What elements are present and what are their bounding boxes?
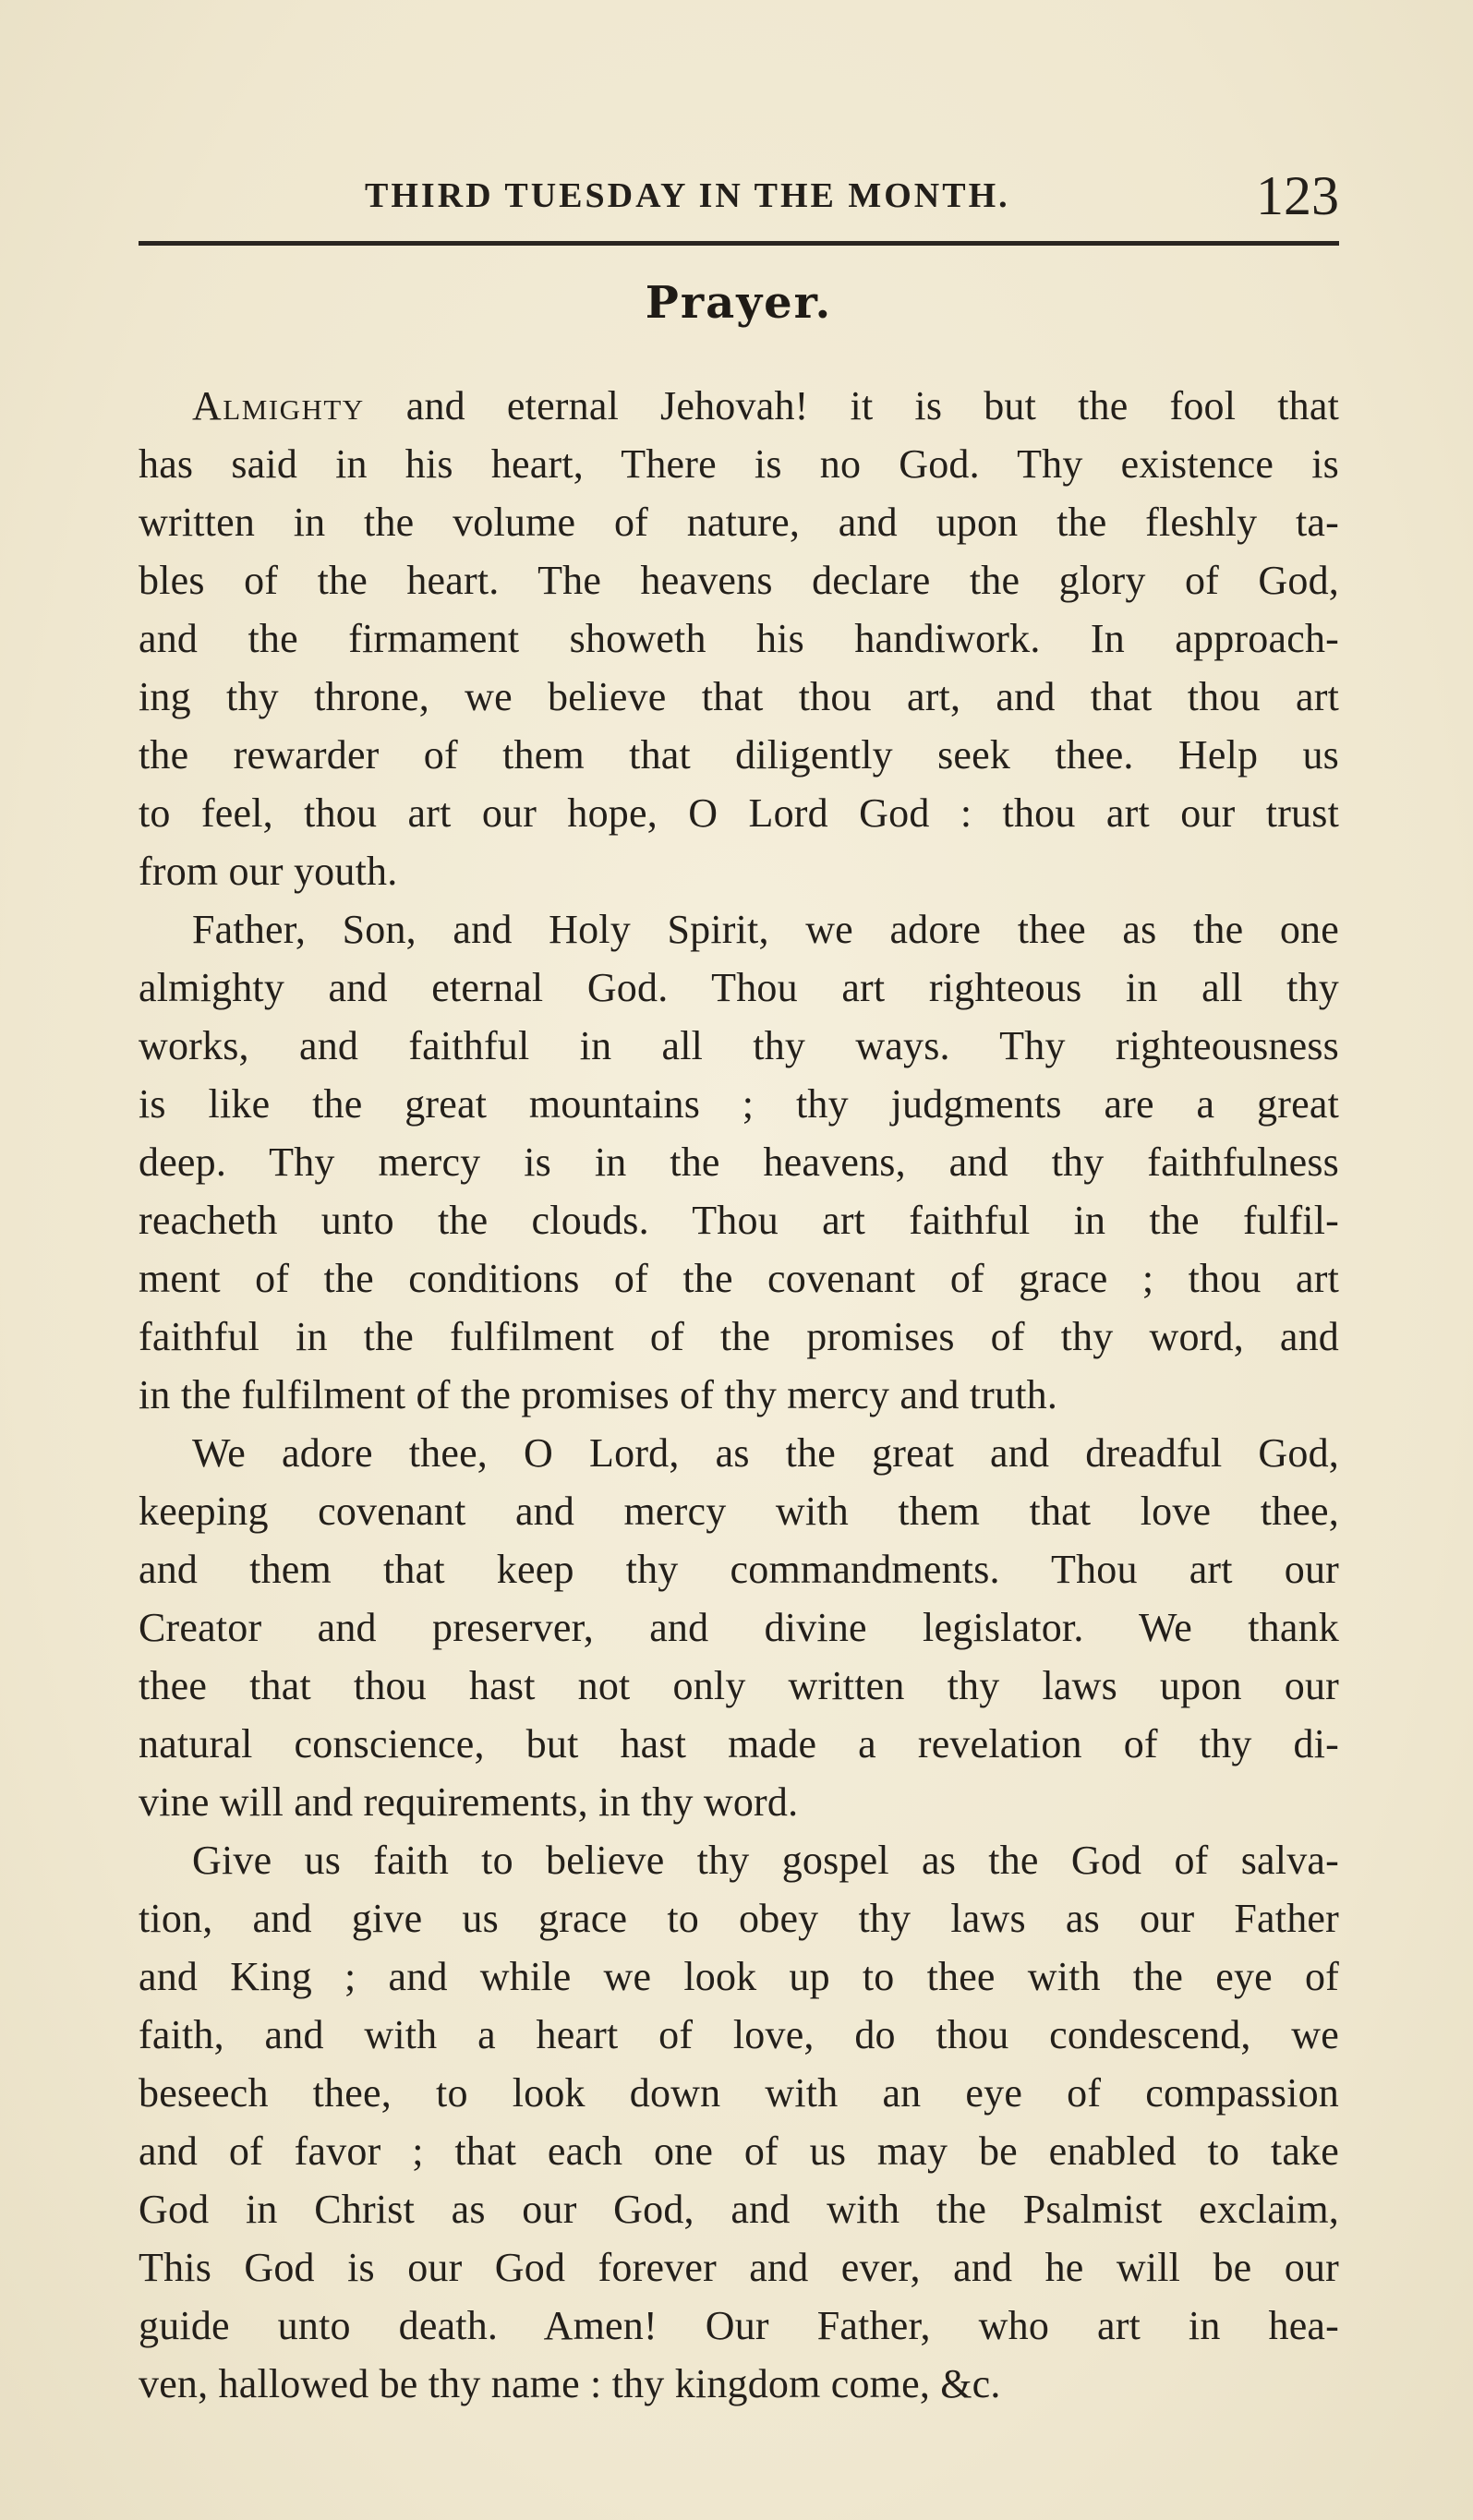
opening-word: Almighty [192, 383, 365, 428]
text-line: is like the great mountains ; thy judgments are a great [139, 1081, 1339, 1127]
text-line: works, and faithful in all thy ways. Thy righteousness [139, 1023, 1339, 1068]
text-line: from our youth. [139, 849, 398, 894]
text-line: faith, and with a heart of love, do thou condescend, we [139, 2012, 1339, 2057]
text-line: ing thy throne, we believe that thou art, and that thou art [139, 674, 1339, 719]
header-rule [139, 241, 1339, 246]
prayer-text [139, 377, 1339, 2413]
text-line: ven, hallowed be thy name : thy kingdom come, &c. [139, 2361, 1001, 2406]
text-line: and King ; and while we look up to thee with the eye of [139, 1954, 1339, 1999]
running-title: THIRD TUESDAY IN THE MONTH. [365, 176, 1010, 215]
text-line: Father, Son, and Holy Spirit, we adore thee as the one [192, 907, 1339, 952]
text-line: This God is our God forever and ever, and he will be our [139, 2245, 1339, 2290]
text-line: and them that keep thy commandments. Thou art our [139, 1547, 1339, 1592]
text-line: tion, and give us grace to obey thy laws as our Father [139, 1896, 1339, 1941]
text-line: written in the volume of nature, and upon the fleshly ta- [139, 500, 1339, 545]
text-line: vine will and requirements, in thy word. [139, 1779, 799, 1825]
running-head [139, 164, 1339, 226]
text-line: reacheth unto the clouds. Thou art faithful in the fulfil- [139, 1198, 1339, 1243]
text-line: thee that thou hast not only written thy laws upon our [139, 1663, 1339, 1708]
text-line: the rewarder of them that diligently seek thee. Help us [139, 732, 1339, 778]
text-line: and the firmament showeth his handiwork. In approach- [139, 616, 1339, 661]
text-line: ment of the conditions of the covenant of grace ; thou art [139, 1256, 1339, 1301]
text-line: Almighty and eternal Jehovah! it is but the fool that [192, 383, 1339, 428]
text-line: beseech thee, to look down with an eye of compassion [139, 2070, 1339, 2116]
text-line: in the fulfilment of the promises of thy mercy and truth. [139, 1372, 1058, 1417]
text-line: Give us faith to believe thy gospel as the God of salva- [192, 1838, 1339, 1883]
text-line: faithful in the fulfilment of the promises of thy word, and [139, 1314, 1339, 1359]
text-line: Creator and preserver, and divine legislator. We thank [139, 1605, 1339, 1650]
text-line: bles of the heart. The heavens declare the glory of God, [139, 558, 1339, 603]
text-line: keeping covenant and mercy with them that love thee, [139, 1489, 1339, 1534]
text-line: and of favor ; that each one of us may be enabled to take [139, 2128, 1339, 2174]
text-line: natural conscience, but hast made a revelation of thy di- [139, 1721, 1339, 1766]
section-heading: Prayer. [645, 277, 833, 329]
page-number: 123 [1256, 165, 1339, 226]
text-line: almighty and eternal God. Thou art righteous in all thy [139, 965, 1339, 1010]
text-line: to feel, thou art our hope, O Lord God : thou art our trust [139, 790, 1339, 836]
text-line: God in Christ as our God, and with the Psalmist exclaim, [139, 2187, 1339, 2232]
text-line: deep. Thy mercy is in the heavens, and thy faithfulness [139, 1139, 1339, 1185]
text-line: We adore thee, O Lord, as the great and dreadful God, [192, 1430, 1339, 1476]
text-line: has said in his heart, There is no God. Thy existence is [139, 441, 1339, 487]
text-line: guide unto death. Amen! Our Father, who art in hea- [139, 2303, 1339, 2348]
